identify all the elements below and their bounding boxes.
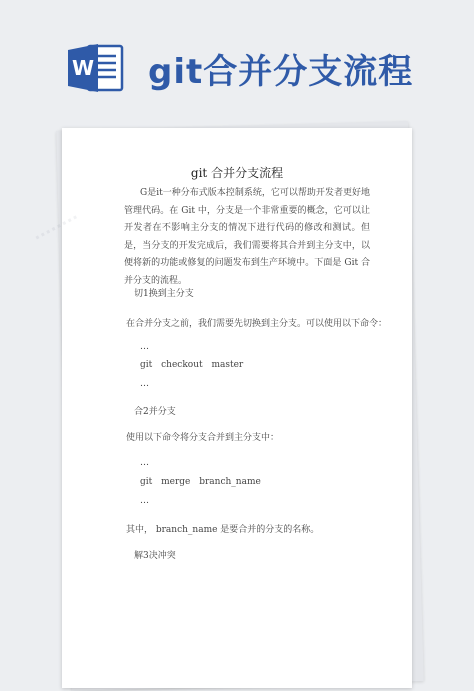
step2-text: 使用以下命令将分支合并到主分支中： [126, 433, 280, 443]
page-header [0, 0, 474, 120]
watermark: ········ [30, 207, 83, 248]
step1-code: git checkout master [140, 360, 244, 370]
step2-code-fence-open: … [140, 458, 149, 468]
step1-text: 在合并分支之前，我们需要先切换到主分支。可以使用以下命令： [126, 319, 388, 329]
step3-heading: 解3决冲突 [134, 551, 176, 561]
intro-paragraph: G是it一种分布式版本控制系统，它可以帮助开发者更好地管理代码。在 Git 中，分支是一个非常重要的概念，它可以让开发者在不影响主分支的情况下进行代码的修改和测试。但是，当分支的开发完成后，我们需要将其合并到主分支中，以便将新的功能或修复的问题发布到生产环境中。下面是 Git 合并分支的流程。 [124, 188, 370, 286]
header-title: git合并分支流程 [148, 52, 414, 92]
step2-code-fence-close: … [140, 496, 149, 506]
step1-heading: 切1换到主分支 [134, 289, 194, 299]
step1-code-fence-close: … [140, 379, 149, 389]
step2-code: git merge branch_name [140, 477, 261, 487]
logo-letter: W [71, 56, 95, 80]
document-page [30, 128, 412, 688]
document-title: git 合并分支流程 [190, 166, 284, 180]
step2-note: 其中， branch_name 是要合并的分支的名称。 [126, 525, 320, 535]
word-document-icon [68, 42, 124, 94]
step2-heading: 合2并分支 [134, 407, 176, 417]
step1-code-fence-open: … [140, 342, 149, 352]
